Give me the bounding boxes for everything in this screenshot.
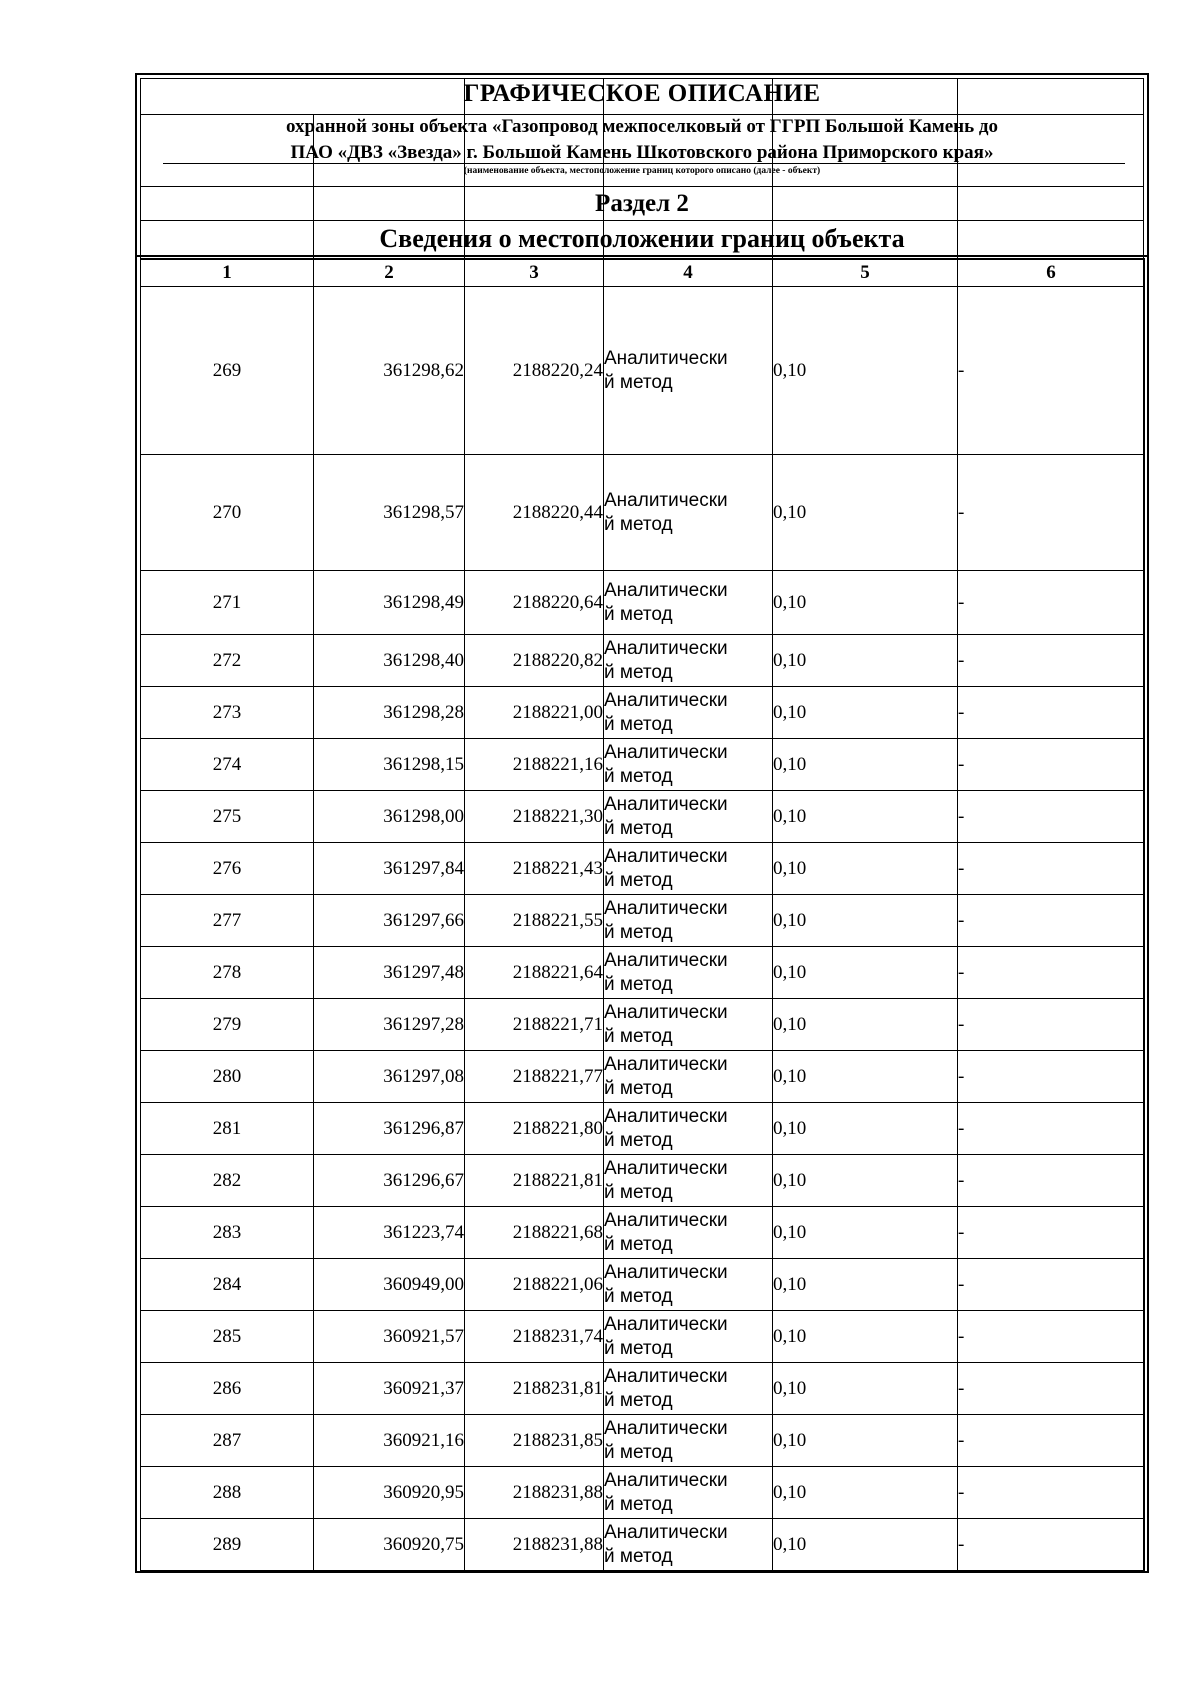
column-header: 4 [604, 259, 773, 287]
note-cell: - [958, 635, 1145, 687]
method-line-1: Аналитически [604, 1105, 728, 1127]
note-cell: - [958, 1311, 1145, 1363]
method-line-1: Аналитически [604, 347, 728, 369]
method-cell [604, 947, 773, 999]
method-line-2: й метод [604, 1441, 673, 1463]
x-coordinate-cell: 361297,48 [314, 947, 465, 999]
table-row [141, 739, 1145, 791]
x-coordinate-cell: 361223,74 [314, 1207, 465, 1259]
point-number-cell: 279 [141, 999, 314, 1051]
table-row [141, 1207, 1145, 1259]
method-cell [604, 635, 773, 687]
x-coordinate-cell: 360920,75 [314, 1519, 465, 1571]
accuracy-cell: 0,10 [773, 843, 958, 895]
point-number-cell: 288 [141, 1467, 314, 1519]
accuracy-cell: 0,10 [773, 739, 958, 791]
x-coordinate-cell: 360920,95 [314, 1467, 465, 1519]
point-number-cell: 271 [141, 571, 314, 635]
accuracy-cell: 0,10 [773, 1467, 958, 1519]
table-row [141, 999, 1145, 1051]
table-row [141, 1103, 1145, 1155]
column-header: 2 [314, 259, 465, 287]
point-number-cell: 274 [141, 739, 314, 791]
method-line-1: Аналитически [604, 489, 728, 511]
method-cell [604, 999, 773, 1051]
y-coordinate-cell: 2188231,85 [465, 1415, 604, 1467]
y-coordinate-cell: 2188221,64 [465, 947, 604, 999]
table-row [141, 1259, 1145, 1311]
accuracy-cell: 0,10 [773, 1519, 958, 1571]
y-coordinate-cell: 2188221,80 [465, 1103, 604, 1155]
table-row [141, 1155, 1145, 1207]
method-cell [604, 1051, 773, 1103]
accuracy-cell: 0,10 [773, 571, 958, 635]
method-line-2: й метод [604, 765, 673, 787]
method-cell [604, 1155, 773, 1207]
method-line-1: Аналитически [604, 845, 728, 867]
method-line-2: й метод [604, 1493, 673, 1515]
point-number-cell: 281 [141, 1103, 314, 1155]
method-cell [604, 1415, 773, 1467]
point-number-cell: 280 [141, 1051, 314, 1103]
y-coordinate-cell: 2188220,82 [465, 635, 604, 687]
method-line-1: Аналитически [604, 1209, 728, 1231]
accuracy-cell: 0,10 [773, 455, 958, 571]
note-cell: - [958, 1051, 1145, 1103]
note-cell: - [958, 1519, 1145, 1571]
note-cell: - [958, 739, 1145, 791]
y-coordinate-cell: 2188220,64 [465, 571, 604, 635]
y-coordinate-cell: 2188221,77 [465, 1051, 604, 1103]
method-line-1: Аналитически [604, 1261, 728, 1283]
point-number-cell: 277 [141, 895, 314, 947]
method-line-2: й метод [604, 1545, 673, 1567]
column-header: 3 [465, 259, 604, 287]
point-number-cell: 276 [141, 843, 314, 895]
accuracy-cell: 0,10 [773, 1415, 958, 1467]
point-number-cell: 283 [141, 1207, 314, 1259]
table-row [141, 571, 1145, 635]
table-row [141, 947, 1145, 999]
method-cell [604, 1519, 773, 1571]
point-number-cell: 287 [141, 1415, 314, 1467]
y-coordinate-cell: 2188231,88 [465, 1519, 604, 1571]
x-coordinate-cell: 361297,66 [314, 895, 465, 947]
method-line-1: Аналитически [604, 897, 728, 919]
note-cell: - [958, 999, 1145, 1051]
x-coordinate-cell: 360921,57 [314, 1311, 465, 1363]
method-cell [604, 791, 773, 843]
note-cell: - [958, 1415, 1145, 1467]
y-coordinate-cell: 2188221,06 [465, 1259, 604, 1311]
point-number-cell: 272 [141, 635, 314, 687]
method-line-2: й метод [604, 371, 673, 393]
method-line-2: й метод [604, 1285, 673, 1307]
method-line-2: й метод [604, 1181, 673, 1203]
note-cell: - [958, 1103, 1145, 1155]
method-line-1: Аналитически [604, 1417, 728, 1439]
table-row [141, 895, 1145, 947]
note-cell: - [958, 1155, 1145, 1207]
method-line-2: й метод [604, 1129, 673, 1151]
point-number-cell: 269 [141, 287, 314, 455]
method-line-2: й метод [604, 1389, 673, 1411]
method-line-2: й метод [604, 603, 673, 625]
table-row [141, 843, 1145, 895]
note-cell: - [958, 1363, 1145, 1415]
method-line-2: й метод [604, 1233, 673, 1255]
y-coordinate-cell: 2188221,16 [465, 739, 604, 791]
x-coordinate-cell: 361298,40 [314, 635, 465, 687]
accuracy-cell: 0,10 [773, 1155, 958, 1207]
note-cell: - [958, 843, 1145, 895]
y-coordinate-cell: 2188220,44 [465, 455, 604, 571]
object-description [140, 114, 1144, 166]
method-line-2: й метод [604, 713, 673, 735]
note-cell: - [958, 287, 1145, 455]
y-coordinate-cell: 2188221,71 [465, 999, 604, 1051]
x-coordinate-cell: 361298,00 [314, 791, 465, 843]
table-row [141, 1467, 1145, 1519]
accuracy-cell: 0,10 [773, 635, 958, 687]
y-coordinate-cell: 2188220,24 [465, 287, 604, 455]
method-cell [604, 1311, 773, 1363]
note-cell: - [958, 571, 1145, 635]
x-coordinate-cell: 361298,62 [314, 287, 465, 455]
method-line-1: Аналитически [604, 689, 728, 711]
document-title: ГРАФИЧЕСКОЕ ОПИСАНИЕ [463, 80, 821, 107]
y-coordinate-cell: 2188221,00 [465, 687, 604, 739]
accuracy-cell: 0,10 [773, 1259, 958, 1311]
point-number-cell: 273 [141, 687, 314, 739]
method-cell [604, 843, 773, 895]
point-number-cell: 275 [141, 791, 314, 843]
note-cell: - [958, 791, 1145, 843]
y-coordinate-cell: 2188221,30 [465, 791, 604, 843]
note-cell: - [958, 947, 1145, 999]
table-row [141, 1051, 1145, 1103]
x-coordinate-cell: 361298,28 [314, 687, 465, 739]
point-number-cell: 285 [141, 1311, 314, 1363]
method-cell [604, 739, 773, 791]
method-line-1: Аналитически [604, 741, 728, 763]
coordinates-table [140, 258, 1145, 1571]
x-coordinate-cell: 360921,37 [314, 1363, 465, 1415]
method-cell [604, 287, 773, 455]
point-number-cell: 286 [141, 1363, 314, 1415]
x-coordinate-cell: 361297,28 [314, 999, 465, 1051]
y-coordinate-cell: 2188231,81 [465, 1363, 604, 1415]
method-cell [604, 895, 773, 947]
accuracy-cell: 0,10 [773, 947, 958, 999]
x-coordinate-cell: 361298,57 [314, 455, 465, 571]
x-coordinate-cell: 360949,00 [314, 1259, 465, 1311]
table-row [141, 1311, 1145, 1363]
y-coordinate-cell: 2188221,43 [465, 843, 604, 895]
method-line-2: й метод [604, 1077, 673, 1099]
x-coordinate-cell: 361298,15 [314, 739, 465, 791]
table-row [141, 687, 1145, 739]
table-row [141, 1363, 1145, 1415]
note-cell: - [958, 455, 1145, 571]
method-cell [604, 571, 773, 635]
method-line-1: Аналитически [604, 793, 728, 815]
method-line-2: й метод [604, 1025, 673, 1047]
table-row [141, 1519, 1145, 1571]
section-number: Раздел 2 [595, 190, 689, 217]
note-cell: - [958, 895, 1145, 947]
method-cell [604, 1207, 773, 1259]
accuracy-cell: 0,10 [773, 1207, 958, 1259]
method-line-1: Аналитически [604, 579, 728, 601]
method-cell [604, 687, 773, 739]
accuracy-cell: 0,10 [773, 1363, 958, 1415]
method-line-1: Аналитически [604, 949, 728, 971]
table-row [141, 791, 1145, 843]
table-row [141, 635, 1145, 687]
y-coordinate-cell: 2188221,55 [465, 895, 604, 947]
header-rule [140, 220, 1144, 221]
accuracy-cell: 0,10 [773, 287, 958, 455]
object-line-1: охранной зоны объекта «Газопровод межпоселковый от ГГРП Большой Камень до [286, 116, 998, 137]
y-coordinate-cell: 2188221,81 [465, 1155, 604, 1207]
method-line-1: Аналитически [604, 1521, 728, 1543]
method-line-1: Аналитически [604, 1365, 728, 1387]
note-cell: - [958, 1207, 1145, 1259]
accuracy-cell: 0,10 [773, 999, 958, 1051]
header-rule [136, 255, 1148, 257]
method-cell [604, 1467, 773, 1519]
method-cell [604, 1363, 773, 1415]
method-line-2: й метод [604, 869, 673, 891]
section-title: Сведения о местоположении границ объекта [379, 224, 905, 253]
accuracy-cell: 0,10 [773, 1051, 958, 1103]
x-coordinate-cell: 361296,67 [314, 1155, 465, 1207]
column-header: 6 [958, 259, 1145, 287]
note-cell: - [958, 687, 1145, 739]
point-number-cell: 289 [141, 1519, 314, 1571]
method-line-2: й метод [604, 817, 673, 839]
point-number-cell: 278 [141, 947, 314, 999]
column-header-row [141, 259, 1145, 287]
method-line-2: й метод [604, 973, 673, 995]
accuracy-cell: 0,10 [773, 1103, 958, 1155]
method-line-2: й метод [604, 513, 673, 535]
object-underline [163, 163, 1125, 164]
column-header: 1 [141, 259, 314, 287]
method-line-1: Аналитически [604, 1157, 728, 1179]
x-coordinate-cell: 361298,49 [314, 571, 465, 635]
table-row [141, 455, 1145, 571]
method-cell [604, 455, 773, 571]
method-line-2: й метод [604, 661, 673, 683]
method-cell [604, 1259, 773, 1311]
y-coordinate-cell: 2188221,68 [465, 1207, 604, 1259]
accuracy-cell: 0,10 [773, 895, 958, 947]
x-coordinate-cell: 360921,16 [314, 1415, 465, 1467]
method-line-2: й метод [604, 921, 673, 943]
method-line-1: Аналитически [604, 1001, 728, 1023]
object-line-2: ПАО «ДВЗ «Звезда» г. Большой Камень Шкотовского района Приморского края» [290, 142, 994, 163]
x-coordinate-cell: 361297,84 [314, 843, 465, 895]
header-rule [140, 186, 1144, 187]
note-cell: - [958, 1259, 1145, 1311]
method-line-1: Аналитически [604, 1053, 728, 1075]
column-header: 5 [773, 259, 958, 287]
method-line-2: й метод [604, 1337, 673, 1359]
accuracy-cell: 0,10 [773, 687, 958, 739]
method-cell [604, 1103, 773, 1155]
table-row [141, 1415, 1145, 1467]
method-line-1: Аналитически [604, 1313, 728, 1335]
accuracy-cell: 0,10 [773, 1311, 958, 1363]
x-coordinate-cell: 361296,87 [314, 1103, 465, 1155]
y-coordinate-cell: 2188231,88 [465, 1467, 604, 1519]
accuracy-cell: 0,10 [773, 791, 958, 843]
note-cell: - [958, 1467, 1145, 1519]
x-coordinate-cell: 361297,08 [314, 1051, 465, 1103]
method-line-1: Аналитически [604, 1469, 728, 1491]
table-row [141, 287, 1145, 455]
point-number-cell: 284 [141, 1259, 314, 1311]
y-coordinate-cell: 2188231,74 [465, 1311, 604, 1363]
point-number-cell: 270 [141, 455, 314, 571]
object-caption: (наименование объекта, местоположение границ которого описано (далее - объект) [463, 166, 821, 176]
point-number-cell: 282 [141, 1155, 314, 1207]
method-line-1: Аналитически [604, 637, 728, 659]
